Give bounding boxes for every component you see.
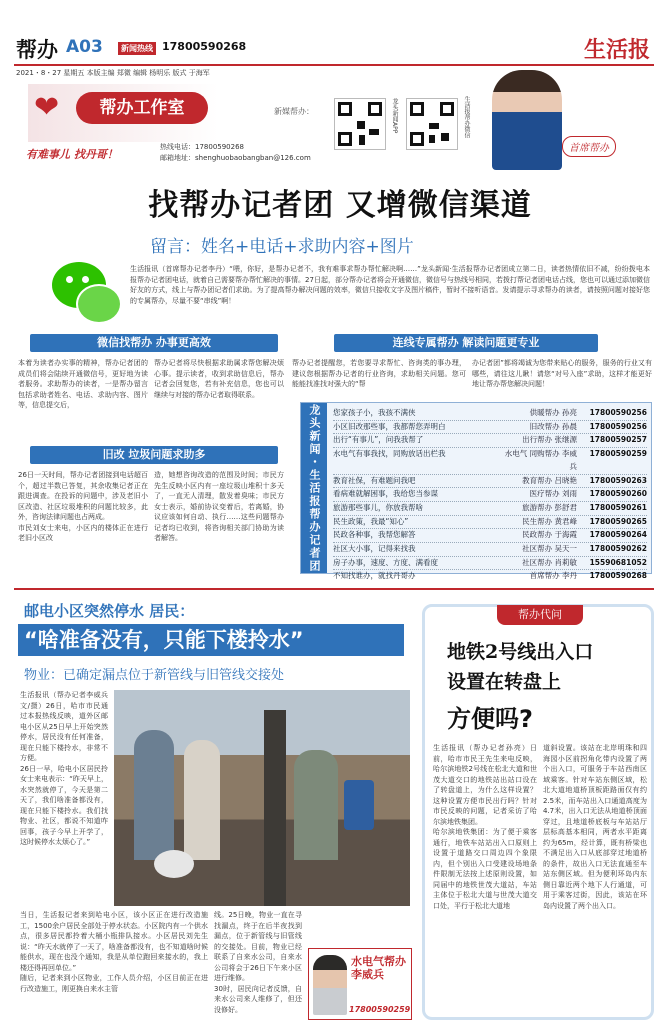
row-phone: 17800590259: [589, 449, 647, 459]
sidebar-tag: [497, 605, 583, 625]
row-name: 水电气 同购帮办 李威兵: [504, 449, 577, 471]
lead-paragraph: 生活报讯（首席帮办记者李丹）“喂，你好，是帮办记者不，我有难事求帮办帮忙解决啊……”龙头新闻·生活报帮办记者团成立第二日，读者热情依旧不减，纷纷拨电本报帮办记者团电话，就着自己需要帮办帮忙解决的事情。27日起，部分帮办记者将会开通微信，微信号与热线号相同，若拨打帮记者团电话占线，您也可以通过添加微信好友的方式，线上与帮办团记者们求助。为了提高帮办解决问题的效率，微信只接收文字及图片稿件，暂时不接听语音。发请提示寻求帮办的读者，请按照问题对接好您的专属帮办，尽量不要“串线”啊！: [130, 265, 650, 305]
row-name: 旧改帮办 孙晨: [529, 421, 577, 431]
story2-col2: 当日，生活报记者来到哈电小区，该小区正在进行改造施工，1500余户居民全部处于停水状态。小区院内有一个供水点，很多居民都拎着大桶小瓶排队接水。小区居民刘先生说：“昨天水就停了一天了，啥准备都没有，也不知道啥时候能供水，现在也没个通知，我是从单位跑回来接水的，我上楼还得再回单位。” 随后，记者来到小区物业，工作人员介绍，小区目前正在进行改造施工，刚更换自来水主管: [20, 911, 208, 993]
hotline-badge: 新闻热线: [118, 42, 156, 55]
studio-banner: [14, 80, 654, 170]
studio-slogan: 有难事儿 找丹哥！: [26, 148, 118, 161]
wechat-icon: [52, 262, 122, 332]
row-phone: 17800590257: [589, 435, 647, 445]
story2-col1: 生活报讯（帮办记者李威兵文/摄）26日，哈市市民通过本报热线反映，道外区邮电小区从25日早上开始突然停水，居民没有任何准备，现在只能下楼拎水，非常不方便。 26日一早，哈电小区居民拎女士来电表示：“昨天早上，水突然就停了，今天是第二天了，我们啥准备都没有，现在只能下楼拎水。我们找物业、社区，都说不知道咋回事，孩子今早上开学了，这时候停水太烦心了。”: [20, 691, 108, 846]
row-phone: 17800590261: [589, 502, 647, 512]
directory-row: [333, 475, 647, 489]
row-name: 教育帮办 吕晓艳: [522, 475, 577, 485]
directory-row: [333, 434, 647, 448]
newspaper-logo: 生活报: [583, 37, 650, 63]
row-phone: 17800590260: [589, 489, 647, 499]
row-topic: 民政各种事，我帮您解答: [333, 530, 416, 540]
qr-wechat-label: 生活报帮办微信: [463, 96, 470, 138]
story2-deck: 物业：已确定漏点位于新管线与旧管线交接处: [24, 668, 285, 683]
row-name: 社区帮办 肖莉敏: [522, 557, 577, 567]
directory-row: [333, 407, 647, 421]
row-name: 出行帮办 张继源: [522, 435, 577, 445]
directory-row: [333, 502, 647, 516]
row-name: 医疗帮办 刘雨: [529, 489, 577, 499]
section-wechat-col1: 本着为读者办实事的精神，帮办记者团的成员们将会陆续开通微信号，更好地为读者服务。求助帮办的读者，一是帮办留言包括求助者姓名、电话、求助内容、图片等，信息提交后，: [18, 359, 148, 409]
row-phone: 17800590265: [589, 516, 647, 526]
section-specialist-head: [334, 334, 598, 352]
chief-photo: [492, 70, 562, 170]
directory-header: 龙头新闻・生活报帮办记者团: [301, 403, 327, 573]
main-subtitle: 留言：姓名+电话+求助内容+图片: [150, 237, 414, 257]
issue-meta: 2021・8・27 星期五 本版主编 郑微 编辑 杨明乐 版式 于海军: [16, 69, 210, 77]
row-name: 首席帮办 李丹: [529, 571, 577, 581]
row-name: 民政帮办 于海霞: [522, 530, 577, 540]
sidebar-title-1: 地铁2号线出入口: [447, 641, 594, 663]
row-topic: 小区旧改那些事，我都帮您弄明白: [333, 421, 446, 431]
row-topic: 出行“有事儿”，问我我帮了: [333, 435, 424, 445]
section-divider: [14, 588, 654, 590]
row-topic: 社区大小事，记得来找我: [333, 544, 416, 554]
sidebar-box: [422, 604, 654, 1020]
row-topic: 教育社保，有难题问我吧: [333, 475, 416, 485]
qr-code-app: [334, 98, 386, 150]
directory-row: [333, 421, 647, 435]
row-topic: 不知找谁办，就找丹哥办: [333, 571, 416, 581]
helper-phone: 17800590259: [349, 1005, 411, 1014]
row-phone: 15590681052: [589, 557, 647, 567]
section-wechat-head: [30, 334, 278, 352]
story2-headline: “啥准备没有，只能下楼拎水”: [24, 628, 304, 652]
masthead: [14, 28, 654, 66]
row-topic: 旅游那些事儿，你放我帮啥: [333, 502, 423, 512]
section-wechat-col2: 帮办记者将尽快根据求助属求帮您解决烦心事。提示读者，收到求助信息后，帮办记者会回复您，若有补充信息，您也可以继续与对接的帮办记者取得联系。: [154, 359, 284, 399]
section-specialist-col1: 帮办记者提醒您，若您要寻求帮忙、咨询类的事办理，建议您根据帮办记者的行业咨询，求助相关问题。您可能能找准找对强大的“帮: [292, 359, 466, 388]
sidebar-tag-text: 帮办代问: [518, 608, 562, 621]
row-phone: 17800590262: [589, 544, 647, 554]
qr-code-wechat: [406, 98, 458, 150]
directory-row: [333, 557, 647, 571]
row-name: 社区帮办 吴天一: [522, 544, 577, 554]
directory-list: [333, 407, 647, 583]
helper-card: [308, 948, 412, 1020]
row-topic: 看病难就解困事，我给您当参谋: [333, 489, 438, 499]
row-topic: 水电气有事我找，同购放话出栏我: [333, 449, 446, 459]
directory-row: [333, 448, 647, 474]
sidebar-col1: 生活报讯（帮办记者孙亮）日前，哈市市民王先生来电反映，哈尔滨地铁2号线在松北大道和世茂大道交口的地铁站出站口设在了转盘道上，为什么这样设置？这种设置方便市民出行吗？针对市民反映的问题，记者采访了哈尔滨地铁集团。 哈尔滨地铁集团：为了便于乘客通行，地铁车站站出入口原则上设置于道路交口周边四个象限内，但个别出入口受建设场地条件限制无法按上述原则设置，如同届中的地铁世茂大道站，车站主体位于松北大道与世茂大道交口处，平行于松北大道地: [433, 744, 537, 910]
page-number: A03: [66, 37, 103, 57]
section-garbage-col2: 造，她想咨询改造的范围及时间；市民方先生反映小区内有一座垃圾山堆积十多天了，一直无人清理，散发着臭味；市民方女士表示，婚前协议变着后，若离婚，协议应该如何自动、执行……这些问题帮办记者均已收到，将咨询相关部门协助为读者解答。: [154, 471, 284, 542]
row-name: 供暖帮办 孙亮: [529, 408, 577, 417]
wechat-label: 新媒帮办：: [274, 107, 314, 116]
studio-title-badge: [76, 92, 208, 124]
studio-art: [28, 84, 218, 142]
section-specialist-col2: 办记者团”都将竭诚为您带来贴心的服务，服务的行业又有哪些，请往这儿瞅！请您“对号入座”求助，这样才能更好地让帮办帮您解决问题！: [472, 359, 652, 388]
row-phone: 17800590256: [589, 421, 647, 431]
row-topic: 民生政策，我最“知心”: [333, 516, 409, 526]
row-phone: 17800590268: [589, 571, 647, 581]
section-garbage-title: 旧改 垃圾问题求助多: [102, 448, 206, 461]
row-phone: 17800590256: [589, 408, 647, 417]
row-name: 民生帮办 黄君峰: [522, 516, 577, 526]
row-topic: 您家孩子小，我孩不满侠: [333, 408, 416, 417]
directory-row: [333, 488, 647, 502]
story2-photo: [114, 690, 410, 906]
studio-hotline: 热线电话：17800590268: [160, 143, 244, 151]
studio-title: 帮办工作室: [99, 98, 185, 118]
sidebar-col2: 道斜设置。该站在北岸明珠和四海园小区前拐角化带内设置了两个出入口，可服务于车站西南区域乘客。针对车站东侧区域，松北大道地道桥顶板距路面仅有约2.5米，而车站出入口通道高度为4.7米，出入口无法从地道桥顶面穿过，且地道桥底板与车站站厅层标高基本相同，两者水平距离约为65m，经计算，既有桥梁也不满足出入口从底部穿过地道桥的条件，故出入口无法直通至车站东侧区域。但为便利环岛内东侧日靠近两个地下人行通道，可用于乘客过街，因此，该站在环岛内设置了两个出入口。: [543, 744, 647, 910]
row-phone: 17800590263: [589, 475, 647, 485]
row-name: 旅游帮办 彭舒君: [522, 502, 577, 512]
chief-tag: 首席帮办: [562, 136, 616, 157]
helper-directory: [300, 402, 652, 581]
directory-row: [333, 516, 647, 530]
directory-row: [333, 529, 647, 543]
sidebar-title-3: 方便吗?: [447, 705, 533, 733]
section-specialist-title: 连线专属帮办 解读问题更专业: [392, 336, 540, 349]
story2-headline-bar: [18, 624, 404, 656]
studio-email: 邮箱地址：shenghuobaobangban@126.com: [160, 154, 311, 162]
section-garbage-head: [30, 446, 278, 464]
row-phone: 17800590264: [589, 530, 647, 540]
row-topic: 房子办事，速度、方度、满看度: [333, 557, 438, 567]
story2-col3: 线。25日晚，物业一直在寻找漏点，终于在后半夜找到漏点，位于新管线与旧管线的交接处。目前，物业已经联系了自来水公司，自来水公司将会于26日下午来小区进行维修。 30时，居民向记者反馈，自来水公司来人维修了，但还没修好。: [214, 911, 302, 1014]
story2-kicker: 邮电小区突然停水 居民：: [24, 602, 195, 620]
main-headline: 找帮办记者团 又增微信渠道: [148, 188, 532, 223]
sidebar-title-2: 设置在转盘上: [447, 671, 562, 693]
directory-row: [333, 570, 647, 583]
hotline-number: 17800590268: [162, 40, 247, 53]
helper-photo: [313, 955, 347, 1015]
helper-name: 水电气帮办李威兵: [351, 955, 406, 981]
section-garbage-col1: 26日一天时间，帮办记者团接到电话超百个，超过半数已答复，其余收集记者正在跟进调查。在投诉的问题中，涉及老旧小区改造、社区垃圾堆积的问题比较多，此外，咨询法律问题也占两成。 市民刘女士来电，小区内的楼体正在进行老旧小区改: [18, 471, 148, 542]
heart-icon: ❤: [34, 90, 60, 125]
section-title: 帮办: [16, 38, 58, 62]
directory-row: [333, 543, 647, 557]
qr-app-label: 龙头新闻APP: [391, 98, 398, 134]
section-wechat-title: 微信找帮办 办事更高效: [97, 336, 211, 349]
